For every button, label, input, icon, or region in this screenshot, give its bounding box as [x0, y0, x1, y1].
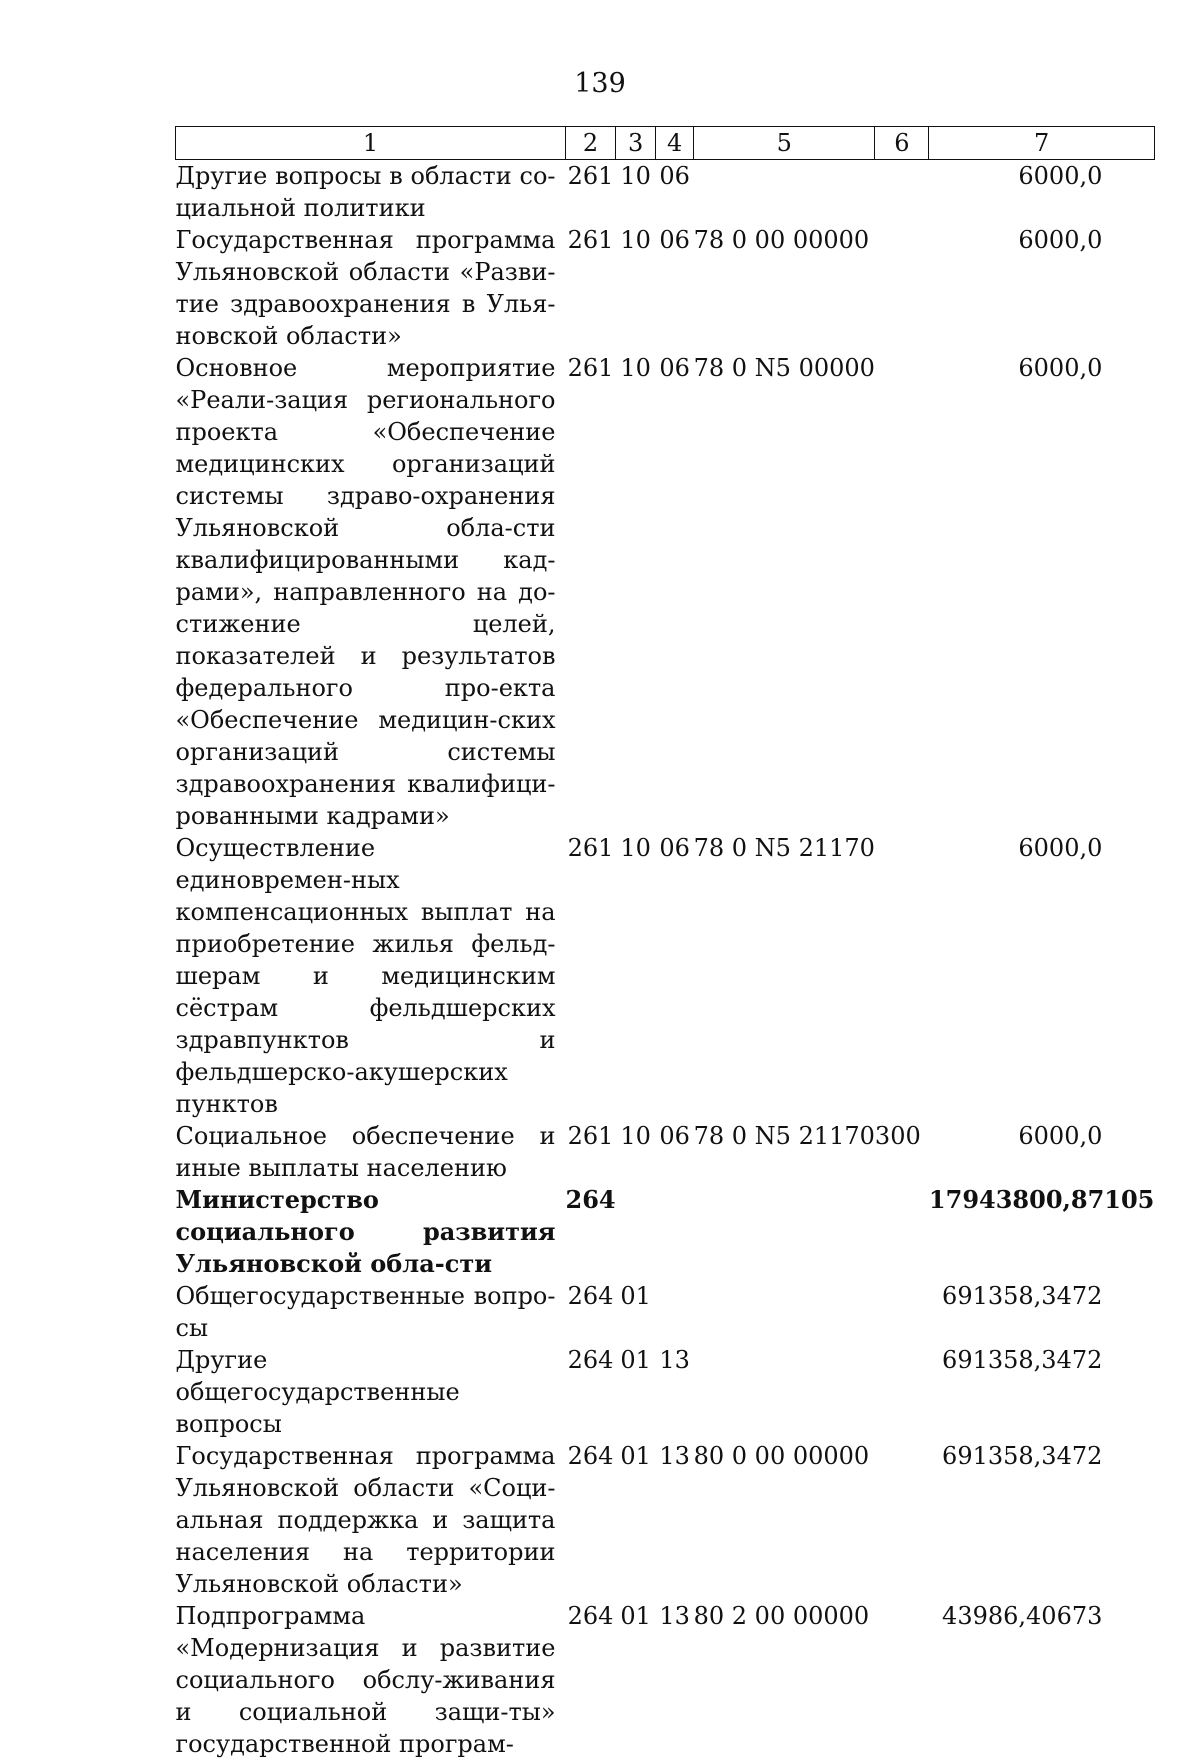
cell-col2: 264 — [566, 1344, 616, 1440]
cell-col5 — [694, 1280, 875, 1344]
cell-col6 — [875, 1440, 929, 1600]
cell-col4 — [656, 1184, 694, 1280]
cell-col7: 691358,3472 — [929, 1440, 1154, 1600]
cell-col6 — [875, 832, 929, 1120]
column-header-1: 1 — [176, 127, 566, 160]
cell-col4: 13 — [656, 1600, 694, 1760]
cell-col5: 78 0 N5 21170 — [694, 1120, 875, 1184]
row-name: Министерство социального развития Ульяновской обла-сти — [176, 1184, 566, 1280]
cell-col6 — [875, 1184, 929, 1280]
column-header-3: 3 — [616, 127, 656, 160]
column-header-5: 5 — [694, 127, 875, 160]
cell-col7: 691358,3472 — [929, 1280, 1154, 1344]
cell-col3: 01 — [616, 1344, 656, 1440]
cell-col2: 264 — [566, 1440, 616, 1600]
cell-col5: 78 0 N5 00000 — [694, 352, 875, 832]
cell-col2: 264 — [566, 1280, 616, 1344]
cell-col5 — [694, 1184, 875, 1280]
cell-col4: 13 — [656, 1344, 694, 1440]
cell-col3: 10 — [616, 1120, 656, 1184]
cell-col3: 10 — [616, 160, 656, 225]
cell-col2: 264 — [566, 1184, 616, 1280]
cell-col5: 78 0 N5 21170 — [694, 832, 875, 1120]
cell-col4: 06 — [656, 832, 694, 1120]
cell-col7: 6000,0 — [929, 160, 1154, 225]
cell-col3: 01 — [616, 1280, 656, 1344]
cell-col2: 261 — [566, 832, 616, 1120]
cell-col4: 06 — [656, 1120, 694, 1184]
cell-col7: 6000,0 — [929, 352, 1154, 832]
cell-col2: 261 — [566, 224, 616, 352]
row-name: Подпрограмма «Модернизация и развитие социального обслу-живания и социальной защи-ты» государственной програм- — [176, 1600, 566, 1760]
row-name: Осуществление единовремен-ных компенсационных выплат на приобретение жилья фельд-шерам и медицинским сёстрам фельдшерских здравпунктов и фельдшерско-акушерских пунктов — [176, 832, 566, 1120]
table-row — [176, 832, 1155, 1120]
cell-col6 — [875, 1280, 929, 1344]
cell-col2: 264 — [566, 1600, 616, 1760]
row-name: Основное мероприятие «Реали-зация регионального проекта «Обеспечение медицинских организаций системы здраво-охранения Ульяновской обла-сти квалифицированными кад-рами», направленного на до-стижение целей, показателей и результатов федерального про-екта «Обеспечение медицин-ских организаций системы здравоохранения квалифици-рованными кадрами» — [176, 352, 566, 832]
cell-col5: 80 2 00 00000 — [694, 1600, 875, 1760]
cell-col5 — [694, 1344, 875, 1440]
row-name: Другие общегосударственные вопросы — [176, 1344, 566, 1440]
table-row — [176, 1600, 1155, 1760]
table-row — [176, 1120, 1155, 1184]
cell-col4: 06 — [656, 352, 694, 832]
table-row — [176, 352, 1155, 832]
column-header-2: 2 — [566, 127, 616, 160]
cell-col4: 13 — [656, 1440, 694, 1600]
column-header-6: 6 — [875, 127, 929, 160]
table-row-ministry — [176, 1184, 1155, 1280]
cell-col2: 261 — [566, 160, 616, 225]
table-row — [176, 1344, 1155, 1440]
cell-col2: 261 — [566, 352, 616, 832]
cell-col3: 10 — [616, 832, 656, 1120]
cell-col4: 06 — [656, 160, 694, 225]
cell-col5: 80 0 00 00000 — [694, 1440, 875, 1600]
header-row — [176, 127, 1155, 160]
cell-col6 — [875, 1600, 929, 1760]
cell-col7: 6000,0 — [929, 224, 1154, 352]
cell-col6 — [875, 1344, 929, 1440]
cell-col4: 06 — [656, 224, 694, 352]
row-name: Государственная программа Ульяновской области «Соци-альная поддержка и защита населения на территории Ульяновской области» — [176, 1440, 566, 1600]
column-header-4: 4 — [656, 127, 694, 160]
table-row — [176, 1440, 1155, 1600]
cell-col4 — [656, 1280, 694, 1344]
cell-col6: 300 — [875, 1120, 929, 1184]
column-header-7: 7 — [929, 127, 1154, 160]
cell-col7: 43986,40673 — [929, 1600, 1154, 1760]
cell-col3: 01 — [616, 1440, 656, 1600]
cell-col3: 01 — [616, 1600, 656, 1760]
cell-col3: 10 — [616, 352, 656, 832]
cell-col5 — [694, 160, 875, 225]
cell-col3 — [616, 1184, 656, 1280]
table-row — [176, 224, 1155, 352]
cell-col6 — [875, 160, 929, 225]
table-body — [176, 160, 1155, 1760]
row-name: Другие вопросы в области со-циальной политики — [176, 160, 566, 225]
cell-col7: 6000,0 — [929, 1120, 1154, 1184]
cell-col7: 6000,0 — [929, 832, 1154, 1120]
row-name: Государственная программа Ульяновской области «Разви-тие здравоохранения в Улья-новской области» — [176, 224, 566, 352]
cell-col7: 17943800,87105 — [929, 1184, 1154, 1280]
cell-col5: 78 0 00 00000 — [694, 224, 875, 352]
page-number: 139 — [0, 66, 1200, 102]
cell-col2: 261 — [566, 1120, 616, 1184]
row-name: Общегосударственные вопро-сы — [176, 1280, 566, 1344]
budget-table — [175, 126, 1155, 1760]
table-row — [176, 1280, 1155, 1344]
cell-col6 — [875, 224, 929, 352]
cell-col6 — [875, 352, 929, 832]
cell-col3: 10 — [616, 224, 656, 352]
cell-col7: 691358,3472 — [929, 1344, 1154, 1440]
row-name: Социальное обеспечение и иные выплаты населению — [176, 1120, 566, 1184]
table-row — [176, 160, 1155, 225]
